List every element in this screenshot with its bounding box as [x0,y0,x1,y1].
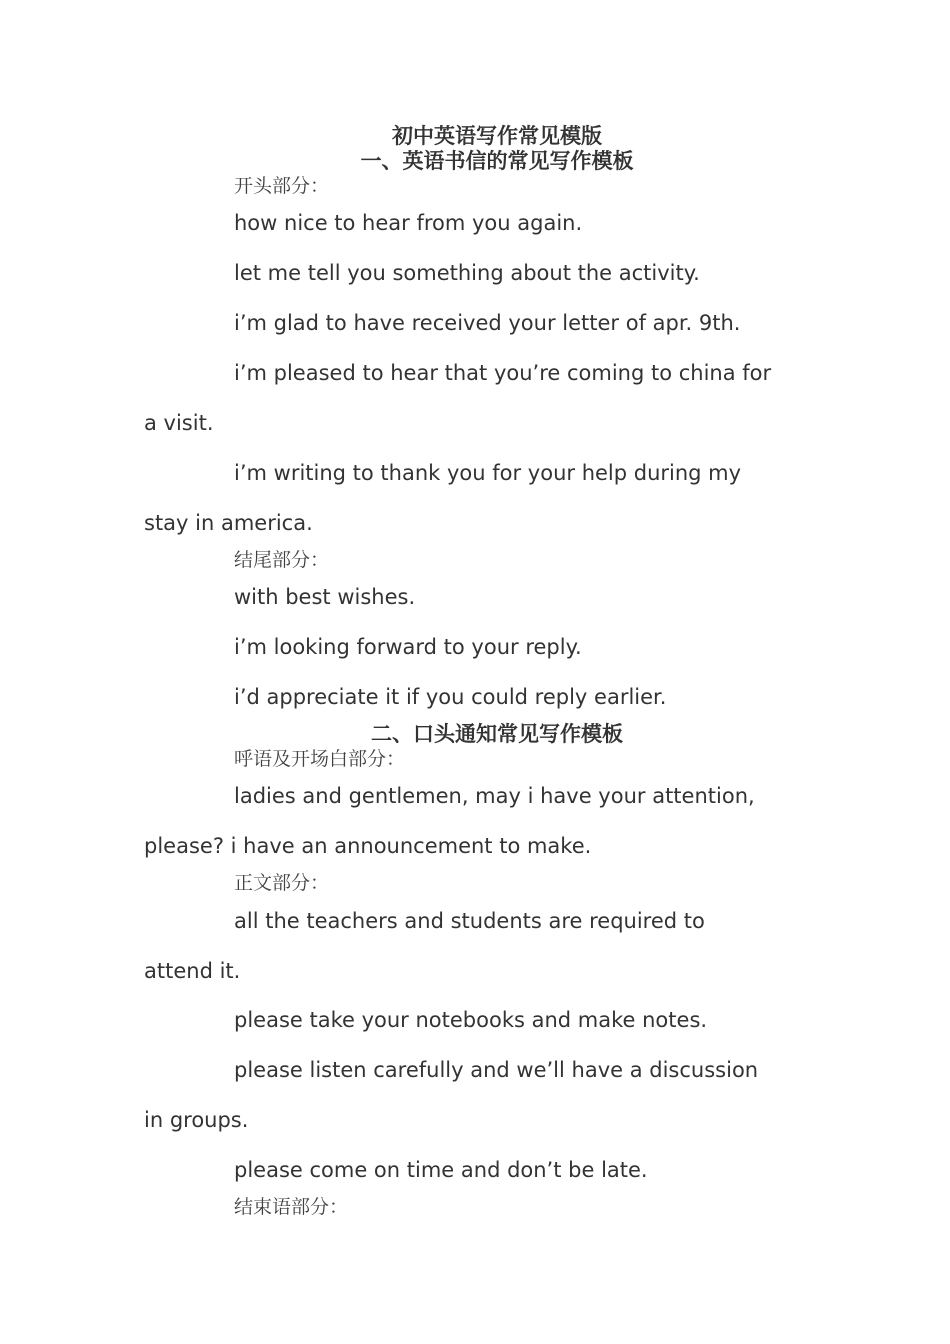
text-line: a visit. [144,411,214,435]
text-line: all the teachers and students are required to [234,909,705,933]
ending-label: 结束语部分： [234,1196,349,1218]
text-line: i’m writing to thank you for your help during my [234,461,742,485]
text-line: i’m pleased to hear that you’re coming to china for [234,361,772,385]
section-1-heading: 一、英语书信的常见写作模板 [360,148,634,173]
text-line: i’m glad to have received your letter of apr. 9th. [234,311,741,335]
opening-label: 开头部分： [234,175,330,197]
document-title: 初中英语写作常见模版 [392,123,602,148]
text-line: please? i have an announcement to make. [144,834,592,858]
section-2-heading: 二、口头通知常见写作模板 [371,721,623,746]
greeting-label: 呼语及开场白部分： [234,748,406,770]
text-line: i’d appreciate it if you could reply earlier. [234,685,667,709]
closing-label: 结尾部分： [234,549,330,571]
text-line: i’m looking forward to your reply. [234,635,582,659]
text-line: with best wishes. [234,585,416,609]
text-line: in groups. [144,1108,249,1132]
text-line: ladies and gentlemen, may i have your attention, [234,784,755,808]
text-line: please take your notebooks and make notes. [234,1008,708,1032]
text-line: attend it. [144,959,241,983]
body-label: 正文部分： [234,872,330,894]
text-line: please come on time and don’t be late. [234,1158,648,1182]
text-line: how nice to hear from you again. [234,211,583,235]
text-line: please listen carefully and we’ll have a discussion [234,1058,759,1082]
text-line: stay in america. [144,511,313,535]
text-line: let me tell you something about the activity. [234,261,700,285]
